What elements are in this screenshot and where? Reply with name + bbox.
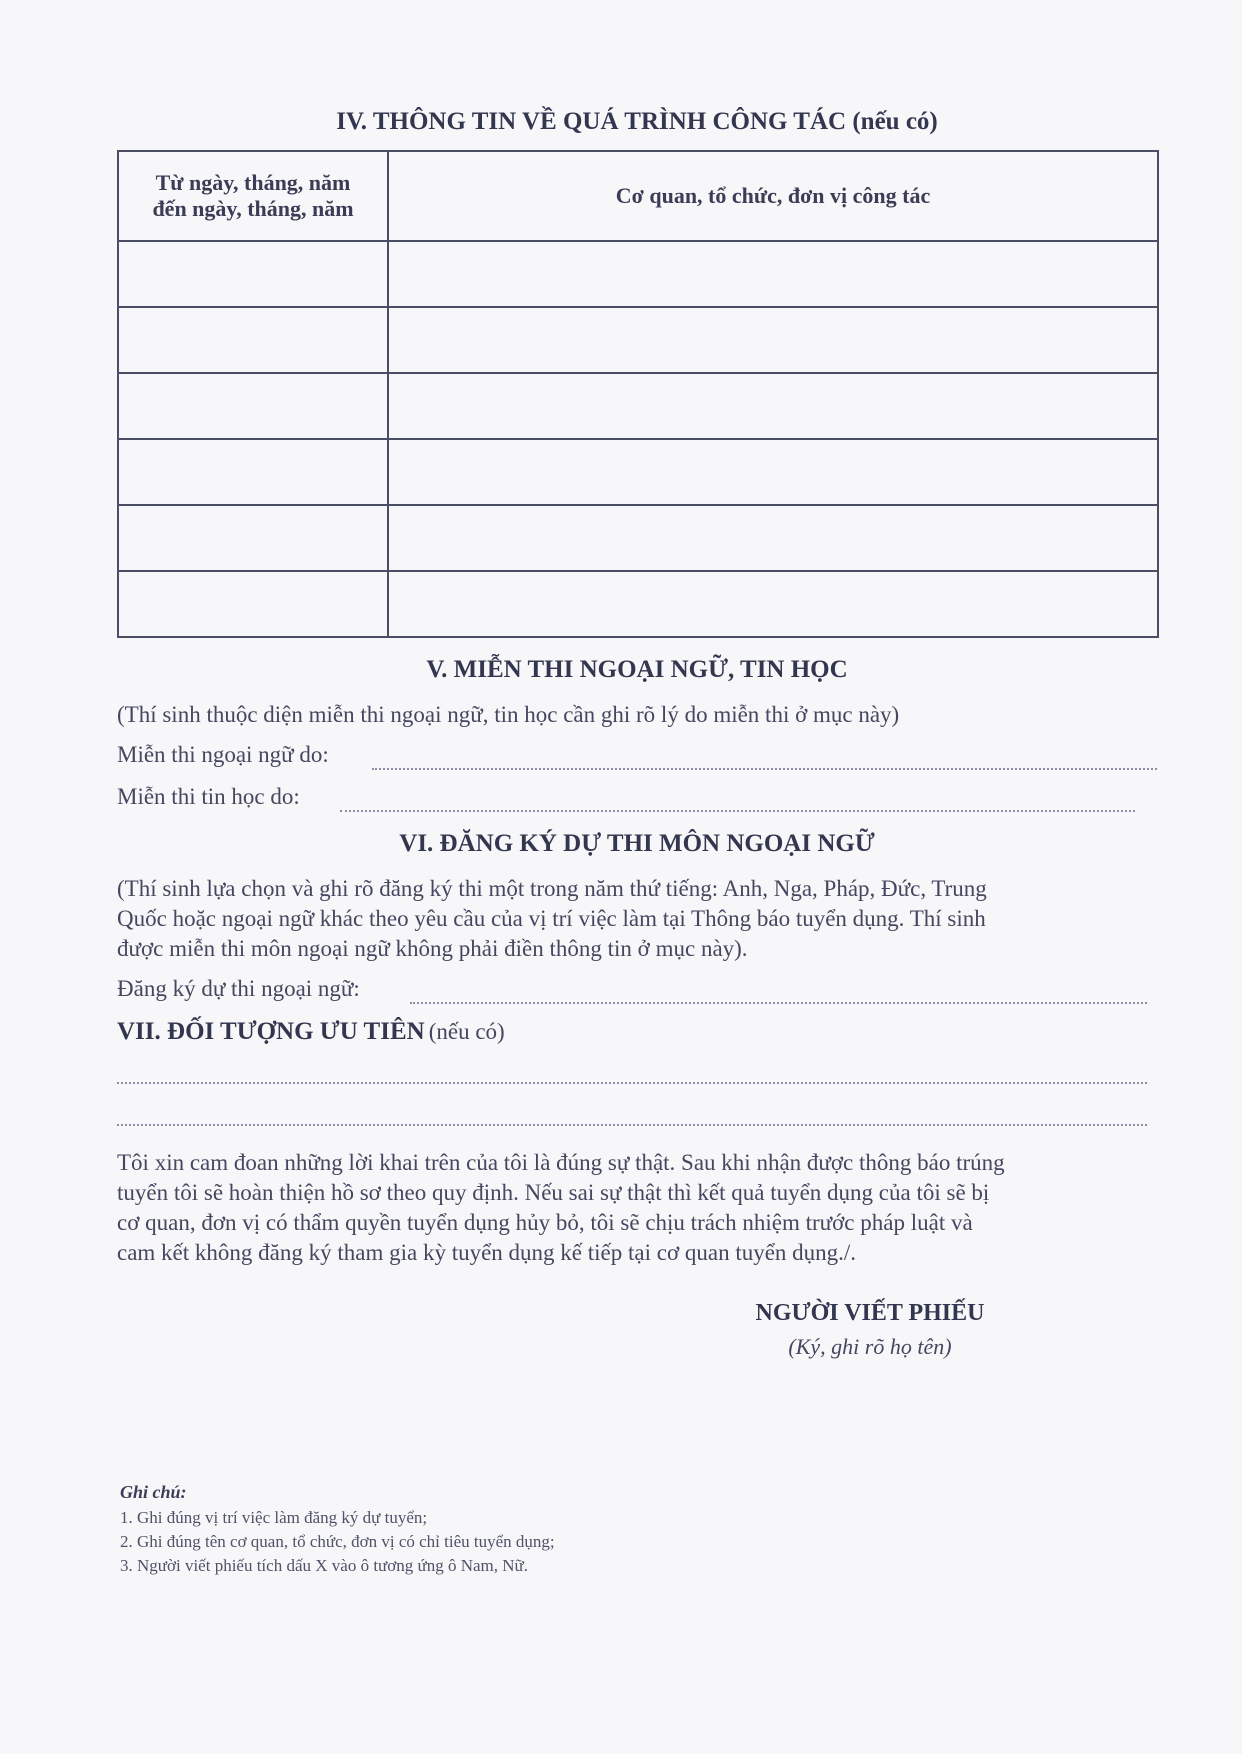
table-row [118,373,1158,439]
column-header-organization: Cơ quan, tổ chức, đơn vị công tác [388,151,1158,241]
declaration-line4: cam kết không đăng ký tham gia kỳ tuyển dụng kế tiếp tại cơ quan tuyển dụng./. [117,1240,857,1265]
column-header-dates-line1: Từ ngày, tháng, năm [155,170,351,195]
column-header-dates [118,151,388,241]
note-item: 2. Ghi đúng tên cơ quan, tổ chức, đơn vị có chỉ tiêu tuyển dụng; [120,1532,555,1551]
section-5-title: V. MIỄN THI NGOẠI NGỮ, TIN HỌC [426,656,848,683]
date-range-cell[interactable] [118,307,388,373]
table-row [118,439,1158,505]
section-7-title: VII. ĐỐI TƯỢNG ƯU TIÊN [117,1018,425,1045]
table-row [118,505,1158,571]
organization-cell[interactable] [388,571,1158,637]
date-range-cell[interactable] [118,505,388,571]
table-row [118,307,1158,373]
it-exemption-field[interactable] [340,810,1135,812]
section-4-title: IV. THÔNG TIN VỀ QUÁ TRÌNH CÔNG TÁC (nếu có) [336,108,938,135]
date-range-cell[interactable] [118,373,388,439]
organization-cell[interactable] [388,373,1158,439]
date-range-cell[interactable] [118,241,388,307]
language-registration-label: Đăng ký dự thi ngoại ngữ: [117,976,360,1001]
priority-field-line-2[interactable] [117,1124,1147,1126]
note-item: 1. Ghi đúng vị trí việc làm đăng ký dự tuyển; [120,1508,428,1527]
priority-field-line-1[interactable] [117,1082,1147,1084]
date-range-cell[interactable] [118,439,388,505]
table-header-row [118,151,1158,241]
section-7-title-row [117,1018,505,1046]
organization-cell[interactable] [388,307,1158,373]
declaration-line3: cơ quan, đơn vị có thẩm quyền tuyển dụng hủy bỏ, tôi sẽ chịu trách nhiệm trước pháp luật và [117,1210,973,1235]
table-row [118,571,1158,637]
column-header-dates-line2: đến ngày, tháng, năm [152,196,354,221]
declaration-line2: tuyển tôi sẽ hoàn thiện hồ sơ theo quy định. Nếu sai sự thật thì kết quả tuyển dụng của tôi sẽ bị [117,1180,990,1205]
it-exemption-label: Miễn thi tin học do: [117,784,300,809]
notes-heading: Ghi chú: [120,1482,187,1502]
foreign-language-exemption-label: Miễn thi ngoại ngữ do: [117,742,329,767]
section-6-instruction-line1: (Thí sinh lựa chọn và ghi rõ đăng ký thi một trong năm thứ tiếng: Anh, Nga, Pháp, Đức, Trung [117,876,987,901]
organization-cell[interactable] [388,505,1158,571]
note-item: 3. Người viết phiếu tích dấu X vào ô tương ứng ô Nam, Nữ. [120,1556,528,1575]
signature-subtitle: (Ký, ghi rõ họ tên) [788,1334,952,1359]
declaration-line1: Tôi xin cam đoan những lời khai trên của tôi là đúng sự thật. Sau khi nhận được thông báo trúng [117,1150,1005,1175]
work-history-table [117,150,1159,638]
signature-title: NGƯỜI VIẾT PHIẾU [755,1300,985,1326]
section-5-instruction: (Thí sinh thuộc diện miễn thi ngoại ngữ, tin học cần ghi rõ lý do miễn thi ở mục này) [117,702,900,727]
section-6-title: VI. ĐĂNG KÝ DỰ THI MÔN NGOẠI NGỮ [399,830,875,857]
language-registration-field[interactable] [410,1002,1147,1004]
foreign-language-exemption-field[interactable] [372,768,1157,770]
organization-cell[interactable] [388,439,1158,505]
organization-cell[interactable] [388,241,1158,307]
date-range-cell[interactable] [118,571,388,637]
section-6-instruction-line3: được miễn thi môn ngoại ngữ không phải điền thông tin ở mục này). [117,936,748,961]
section-6-instruction-line2: Quốc hoặc ngoại ngữ khác theo yêu cầu của vị trí việc làm tại Thông báo tuyển dụng. Thí sinh [117,906,986,931]
table-row [118,241,1158,307]
section-7-title-suffix: (nếu có) [428,1019,505,1044]
